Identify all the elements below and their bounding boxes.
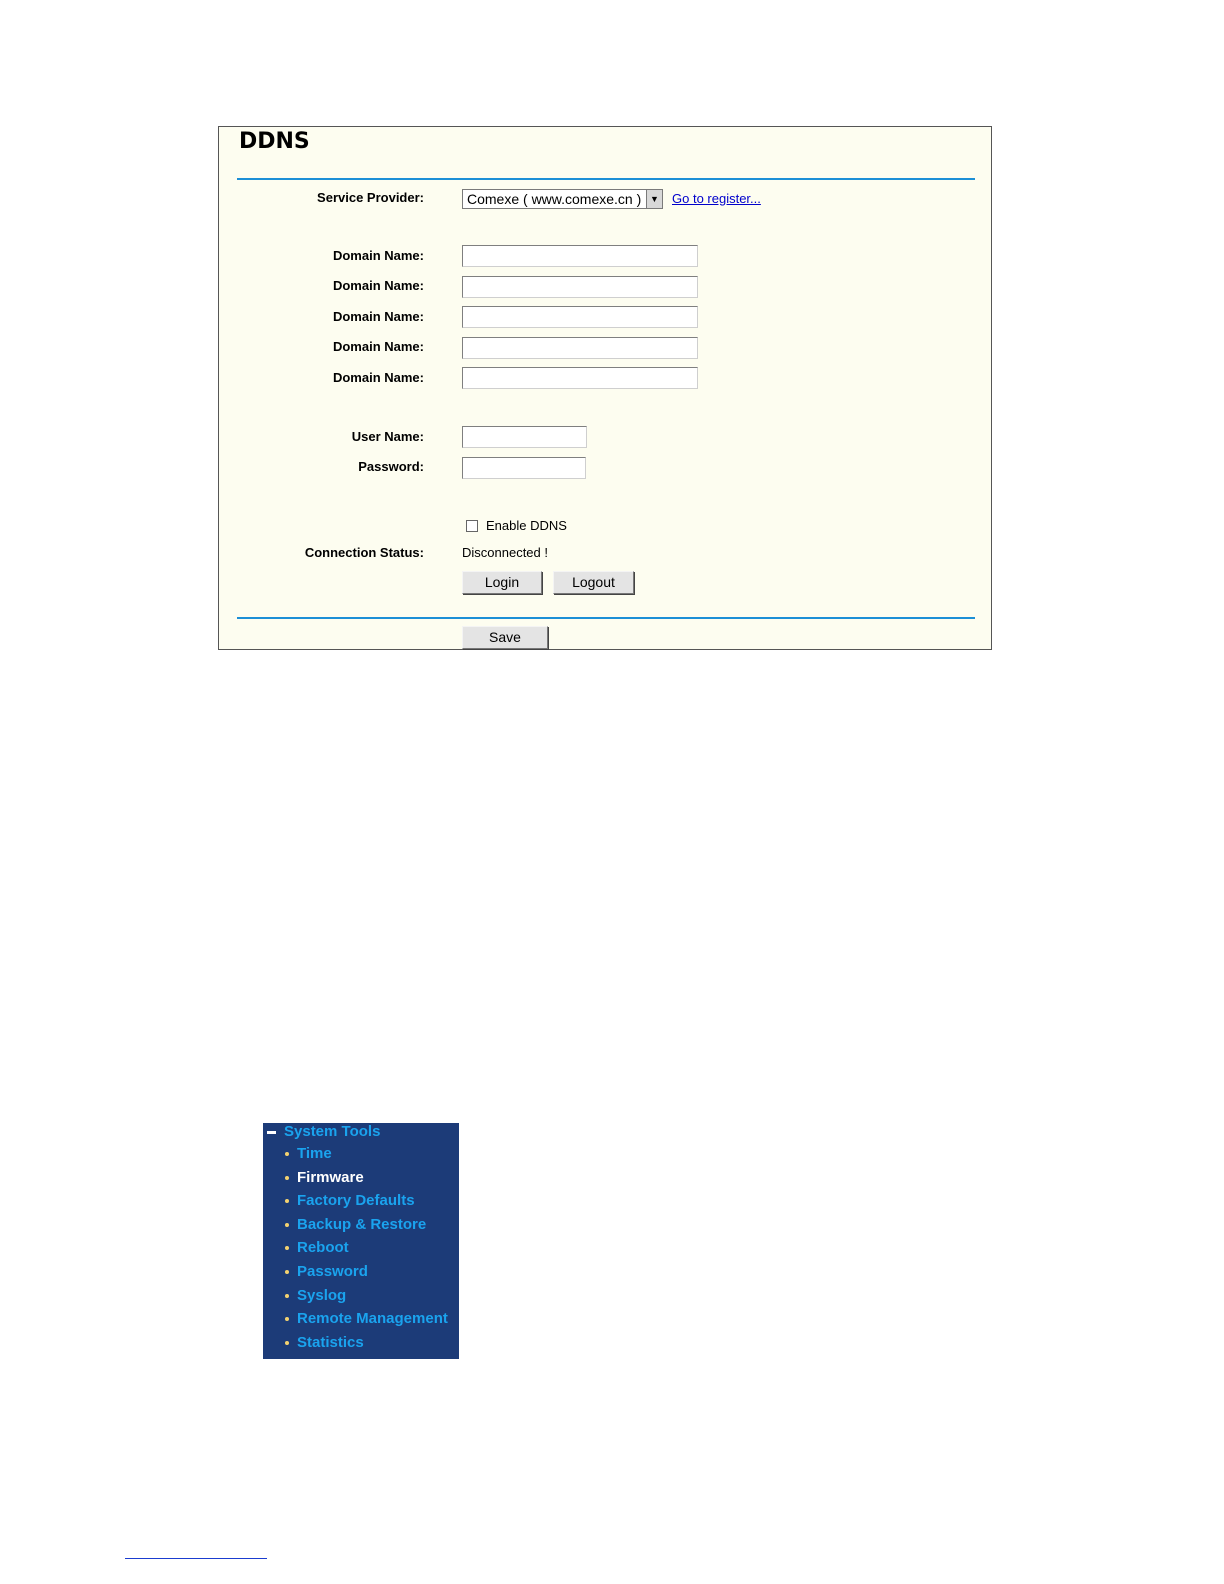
- domain-name-label-3: Domain Name:: [332, 309, 424, 324]
- menu-item-label: Syslog: [297, 1287, 347, 1304]
- service-provider-select[interactable]: [462, 189, 663, 209]
- menu-item-syslog[interactable]: [285, 1287, 346, 1304]
- bullet-icon: [285, 1199, 289, 1203]
- menu-item-label: Remote Management: [297, 1310, 448, 1327]
- bullet-icon: [285, 1341, 289, 1345]
- enable-ddns-checkbox[interactable]: [466, 520, 478, 532]
- domain-name-input-3[interactable]: [462, 306, 698, 328]
- system-tools-menu: [263, 1123, 459, 1359]
- domain-name-input-4[interactable]: [462, 337, 698, 359]
- save-button[interactable]: Save: [462, 626, 548, 649]
- domain-name-label-5: Domain Name:: [332, 370, 424, 385]
- domain-name-label-4: Domain Name:: [332, 339, 424, 354]
- menu-item-label: Backup & Restore: [297, 1216, 427, 1233]
- bullet-icon: [285, 1246, 289, 1250]
- menu-item-label: Firmware: [297, 1169, 364, 1186]
- menu-item-label: Statistics: [297, 1334, 364, 1351]
- collapse-icon[interactable]: [267, 1131, 276, 1134]
- menu-item-label: Reboot: [297, 1239, 349, 1256]
- ddns-panel: [218, 126, 992, 650]
- domain-name-input-5[interactable]: [462, 367, 698, 389]
- bullet-icon: [285, 1176, 289, 1180]
- register-link[interactable]: Go to register...: [672, 191, 761, 206]
- menu-item-reboot[interactable]: [285, 1239, 349, 1256]
- connection-status-label: Connection Status:: [304, 545, 424, 560]
- login-button[interactable]: Login: [462, 571, 542, 594]
- domain-name-label-1: Domain Name:: [332, 248, 424, 263]
- menu-item-statistics[interactable]: [285, 1334, 364, 1351]
- password-label: Password:: [358, 459, 424, 474]
- menu-item-label: Time: [297, 1145, 332, 1162]
- menu-item-label: Password: [297, 1263, 368, 1280]
- user-name-label: User Name:: [351, 429, 424, 444]
- menu-header[interactable]: [267, 1123, 380, 1140]
- chevron-down-icon[interactable]: ▼: [646, 190, 662, 208]
- menu-item-label: Factory Defaults: [297, 1192, 415, 1209]
- menu-item-factory-defaults[interactable]: [285, 1192, 415, 1209]
- menu-item-time[interactable]: [285, 1145, 332, 1162]
- top-divider: [237, 178, 975, 180]
- domain-name-label-2: Domain Name:: [332, 278, 424, 293]
- user-name-input[interactable]: [462, 426, 587, 448]
- footnote-divider: [125, 1558, 267, 1559]
- service-provider-label: Service Provider:: [317, 190, 424, 205]
- bullet-icon: [285, 1270, 289, 1274]
- menu-item-password[interactable]: [285, 1263, 368, 1280]
- bullet-icon: [285, 1317, 289, 1321]
- menu-item-remote-management[interactable]: [285, 1310, 448, 1327]
- domain-name-input-2[interactable]: [462, 276, 698, 298]
- connection-status-value: Disconnected !: [462, 545, 548, 560]
- bullet-icon: [285, 1152, 289, 1156]
- enable-ddns-label: Enable DDNS: [486, 518, 567, 533]
- bullet-icon: [285, 1294, 289, 1298]
- bullet-icon: [285, 1223, 289, 1227]
- logout-button[interactable]: Logout: [553, 571, 634, 594]
- menu-item-backup-restore[interactable]: [285, 1216, 426, 1233]
- page-title: DDNS: [239, 129, 310, 154]
- domain-name-input-1[interactable]: [462, 245, 698, 267]
- password-input[interactable]: [462, 457, 586, 479]
- bottom-divider: [237, 617, 975, 619]
- menu-item-firmware[interactable]: [285, 1169, 364, 1186]
- menu-header-label: System Tools: [284, 1123, 381, 1140]
- service-provider-value: Comexe ( www.comexe.cn ): [467, 191, 642, 207]
